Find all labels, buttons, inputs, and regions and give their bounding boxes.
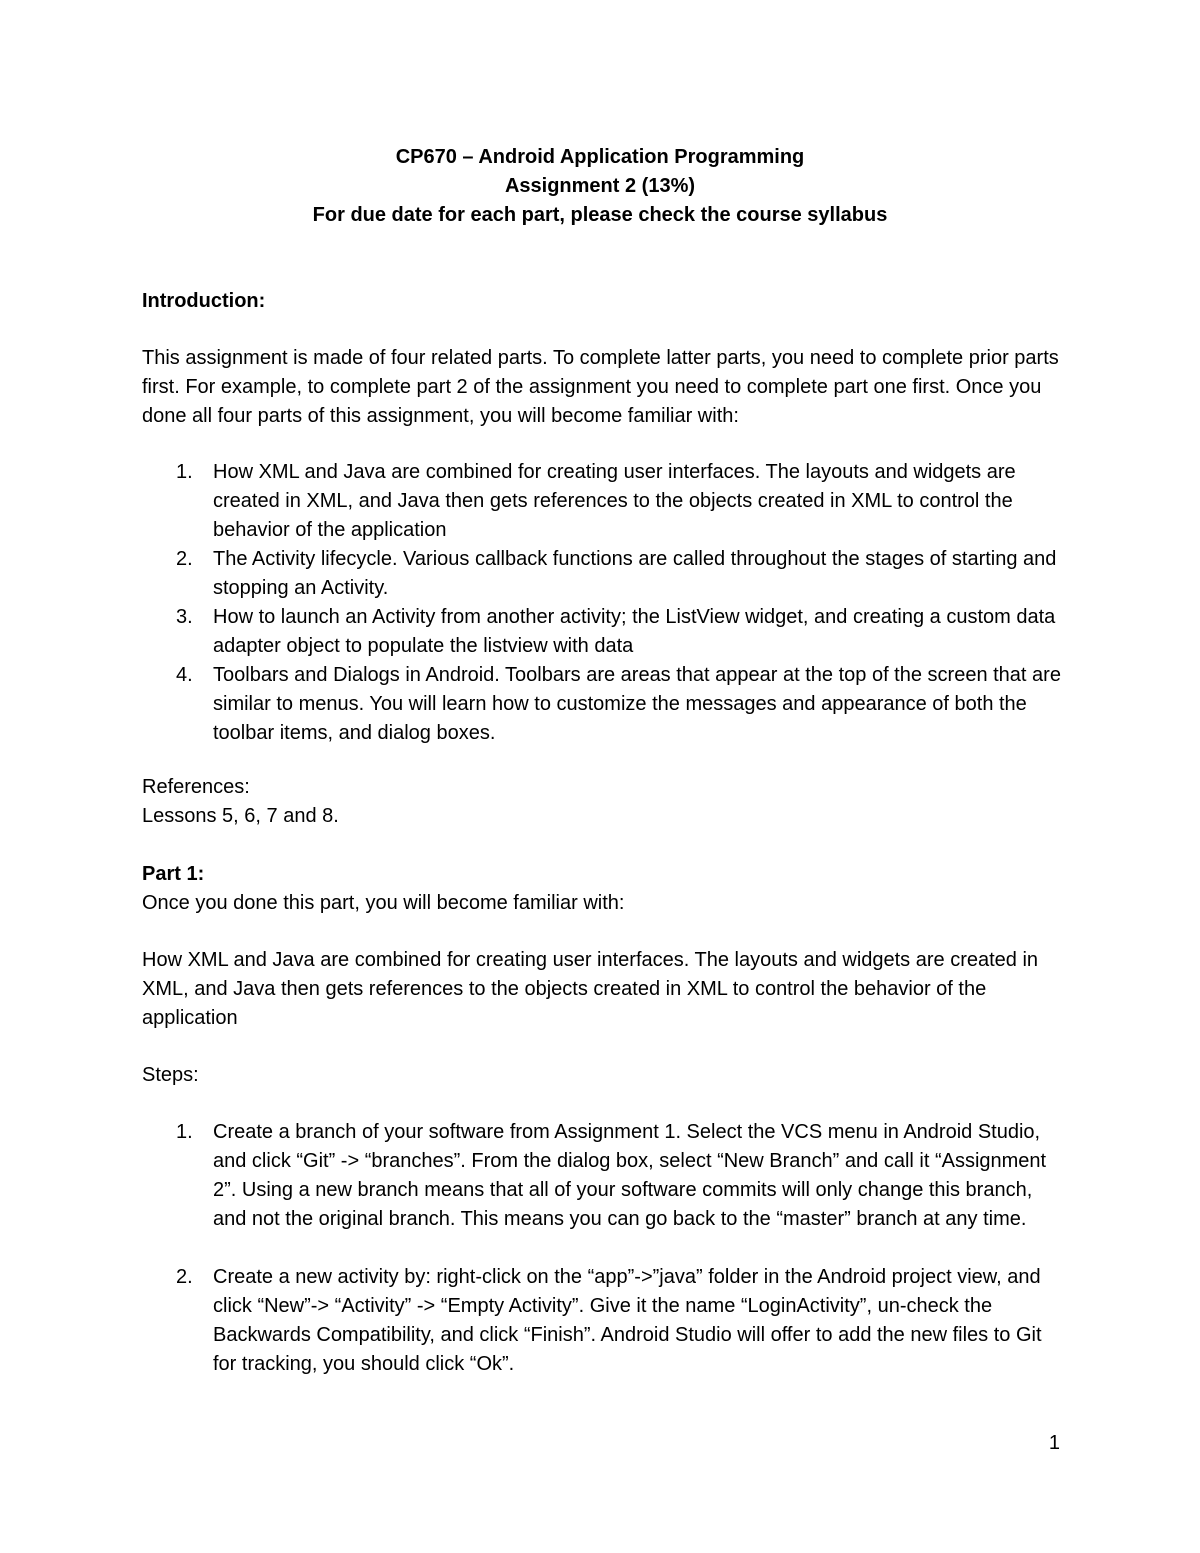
list-item-text: How XML and Java are combined for creating user interfaces. The layouts and widgets are created in XML, and Java then gets references to the objects created in XML to control the behavior of the application	[213, 461, 1016, 541]
page-number: 1	[1048, 1432, 1060, 1454]
list-item	[142, 661, 1062, 748]
list-item	[142, 458, 1062, 545]
list-item	[142, 603, 1062, 661]
due-date-note: For due date for each part, please check the course syllabus	[312, 204, 888, 226]
part1-intro: Once you done this part, you will become familiar with:	[142, 892, 625, 914]
list-item-text: Toolbars and Dialogs in Android. Toolbars are areas that appear at the top of the screen that are similar to menus. You will learn how to customize the messages and appearance of both the toolbar items, and dialog boxes.	[213, 664, 1061, 744]
list-item	[142, 1118, 1062, 1234]
list-item-number: 2.	[176, 548, 193, 570]
list-item-number: 1.	[176, 1121, 193, 1143]
introduction-heading: Introduction:	[142, 290, 266, 312]
steps-label: Steps:	[142, 1064, 199, 1086]
references-value: Lessons 5, 6, 7 and 8.	[142, 805, 339, 827]
introduction-paragraph: This assignment is made of four related parts. To complete latter parts, you need to complete prior parts first. For example, to complete part 2 of the assignment you need to complete part one first. Once you done all four parts of this assignment, you will become familiar with:	[142, 347, 1059, 427]
title-block	[0, 143, 1200, 230]
assignment-title: Assignment 2 (13%)	[504, 175, 696, 197]
steps-list	[142, 1118, 1062, 1408]
list-item	[142, 1263, 1062, 1379]
list-item-text: Create a new activity by: right-click on the “app”->”java” folder in the Android project view, and click “New”-> “Activity” -> “Empty Activity”. Give it the name “LoginActivity”, un-check the Backwards Compatibility, and click “Finish”. Android Studio will offer to add the new files to Git for tracking, you should click “Ok”.	[213, 1266, 1042, 1375]
introduction-list	[142, 458, 1062, 748]
references-label: References:	[142, 776, 250, 798]
course-title: CP670 – Android Application Programming	[395, 146, 805, 168]
list-item-text: How to launch an Activity from another activity; the ListView widget, and creating a custom data adapter object to populate the listview with data	[213, 606, 1056, 657]
list-item-number: 4.	[176, 664, 193, 686]
list-item-number: 1.	[176, 461, 193, 483]
part1-heading: Part 1:	[142, 863, 205, 885]
list-item-text: The Activity lifecycle. Various callback functions are called throughout the stages of starting and stopping an Activity.	[213, 548, 1057, 599]
part1-description: How XML and Java are combined for creating user interfaces. The layouts and widgets are created in XML, and Java then gets references to the objects created in XML to control the behavior of the application	[142, 949, 1039, 1029]
list-item-number: 3.	[176, 606, 193, 628]
list-item	[142, 545, 1062, 603]
list-item-text: Create a branch of your software from Assignment 1. Select the VCS menu in Android Studio, and click “Git” -> “branches”. From the dialog box, select “New Branch” and call it “Assignment 2”. Using a new branch means that all of your software commits will only change this branch, and not the original branch. This means you can go back to the “master” branch at any time.	[213, 1121, 1047, 1230]
list-item-number: 2.	[176, 1266, 193, 1288]
